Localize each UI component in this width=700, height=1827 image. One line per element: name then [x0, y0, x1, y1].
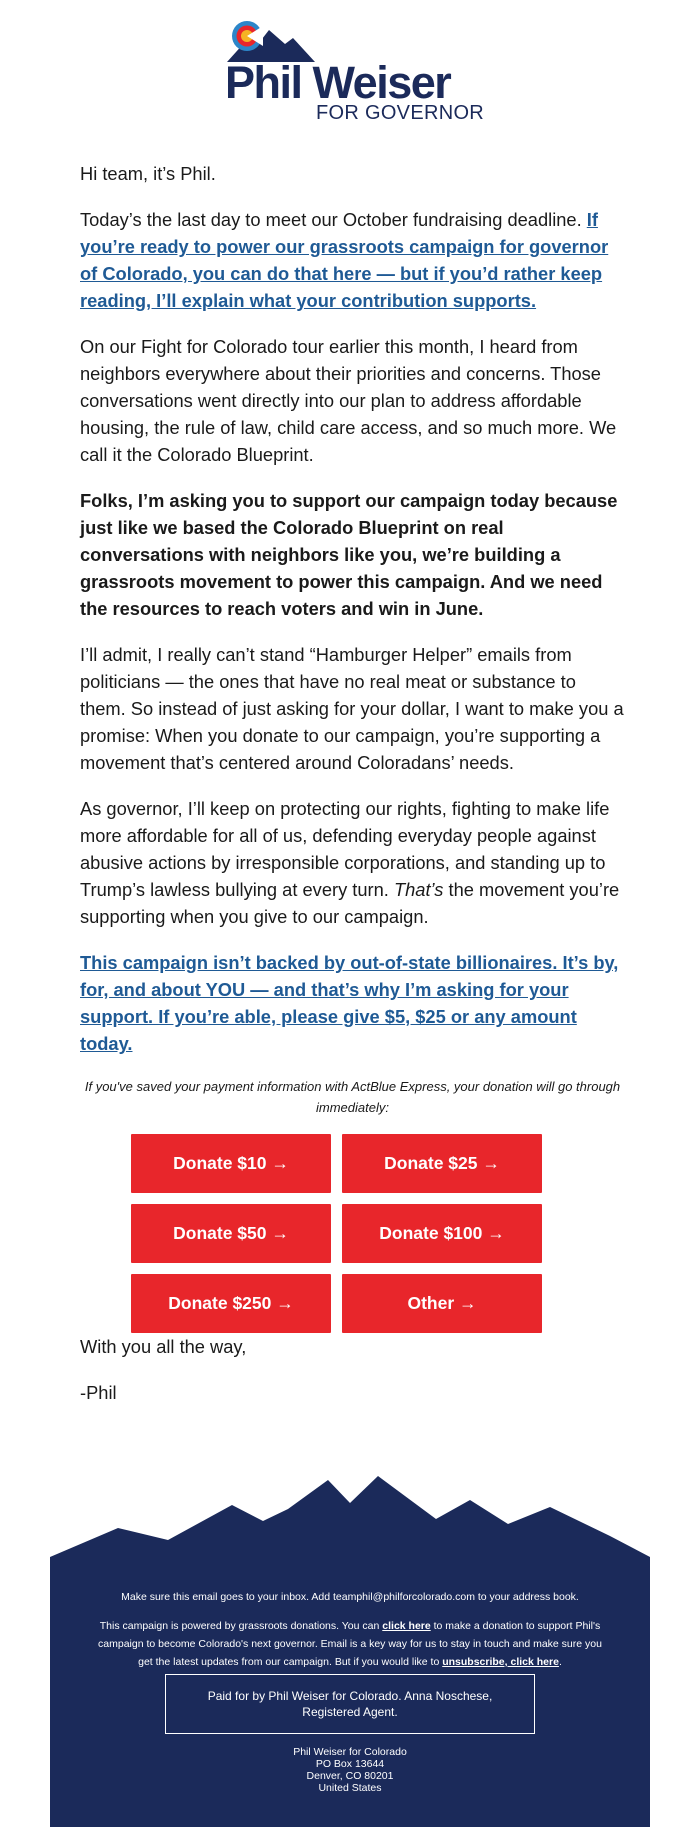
- logo-name: Phil Weiser: [225, 57, 451, 108]
- governor-emphasis: That’s: [393, 879, 444, 900]
- actblue-note: If you've saved your payment information with ActBlue Express, your donation will go through immediately:: [84, 1079, 621, 1115]
- donate-25-button[interactable]: Donate $25 →: [342, 1134, 542, 1193]
- powered-text-a: This campaign is powered by grassroots donations. You can: [99, 1620, 383, 1632]
- paragraph-billionaires: [80, 949, 625, 1057]
- colorado-mountain-logo-icon: [227, 18, 315, 62]
- unsubscribe-link[interactable]: unsubscribe, click here: [442, 1656, 559, 1668]
- deadline-text: Today’s the last day to meet our October fundraising deadline.: [80, 209, 587, 230]
- footer-donate-link[interactable]: click here: [382, 1620, 431, 1632]
- powered-text-b: to make a donation to support Phil's campaign to become Colorado's next governor. Email is a key way for us to stay in touch and make sure you get the latest updates from our campaign. But if you would like to: [98, 1620, 602, 1668]
- address-line: PO Box 13644: [315, 1758, 385, 1770]
- paragraph-ask: Folks, I’m asking you to support our campaign today because just like we based the Colorado Blueprint on real conversations with neighbors like you, we’re building a grassroots movement to power this campaign. And we need the resources to reach voters and win in June.: [80, 490, 618, 619]
- email-body: [80, 160, 625, 1425]
- donate-250-button[interactable]: Donate $250 →: [131, 1274, 331, 1333]
- paragraph-tour: On our Fight for Colorado tour earlier this month, I heard from neighbors everywhere about their priorities and concerns. Those conversations went directly into our plan to address affordable housing, the rule of law, child care access, and so much more. We call it the Colorado Blueprint.: [80, 336, 617, 465]
- donate-button-grid: [131, 1134, 625, 1333]
- logo-subtitle: FOR GOVERNOR: [316, 102, 485, 124]
- donate-10-button[interactable]: Donate $10 →: [131, 1134, 331, 1193]
- signature: -Phil: [80, 1382, 117, 1403]
- address-line: Denver, CO 80201: [306, 1770, 394, 1782]
- powered-note: [95, 1617, 605, 1671]
- paragraph-deadline: [80, 206, 625, 314]
- greeting: Hi team, it’s Phil.: [80, 163, 216, 184]
- paid-for-box: Paid for by Phil Weiser for Colorado. Anna Noschese, Registered Agent.: [165, 1674, 535, 1734]
- donate-link-support[interactable]: This campaign isn’t backed by out-of-state billionaires. It’s by, for, and about YOU — and that’s why I’m asking for your support. If you’re able, please give $5, $25 or any amount today.: [80, 952, 619, 1054]
- paragraph-governor: [80, 795, 625, 930]
- powered-text-c: .: [558, 1656, 562, 1668]
- governor-text-b: the movement you’re supporting when you give to our campaign.: [80, 879, 620, 927]
- donate-link-intro[interactable]: If you’re ready to power our grassroots campaign for governor of Colorado, you can do that here — but if you’d rather keep reading, I’ll explain what your contribution supports.: [80, 209, 609, 311]
- campaign-logo: [225, 18, 485, 123]
- donate-other-button[interactable]: Other →: [342, 1274, 542, 1333]
- governor-text-a: As governor, I’ll keep on protecting our rights, fighting to make life more affordable for all of us, defending everyday people against abusive actions by irresponsible corporations, and standing up to Trump’s lawless bullying at every turn.: [80, 798, 610, 900]
- paragraph-promise: I’ll admit, I really can’t stand “Hamburger Helper” emails from politicians — the ones that have no real meat or substance to them. So instead of just asking for your dollar, I want to make you a promise: When you donate to our campaign, you’re supporting a movement that’s centered around Coloradans’ needs.: [80, 644, 624, 773]
- mailing-address: [50, 1746, 650, 1794]
- donate-50-button[interactable]: Donate $50 →: [131, 1204, 331, 1263]
- inbox-note: Make sure this email goes to your inbox. Add teamphil@philforcolorado.com to your address book.: [121, 1591, 579, 1603]
- signoff: With you all the way,: [80, 1336, 247, 1357]
- address-line: United States: [318, 1782, 382, 1794]
- donate-100-button[interactable]: Donate $100 →: [342, 1204, 542, 1263]
- footer: [50, 1470, 650, 1827]
- address-line: Phil Weiser for Colorado: [293, 1746, 407, 1758]
